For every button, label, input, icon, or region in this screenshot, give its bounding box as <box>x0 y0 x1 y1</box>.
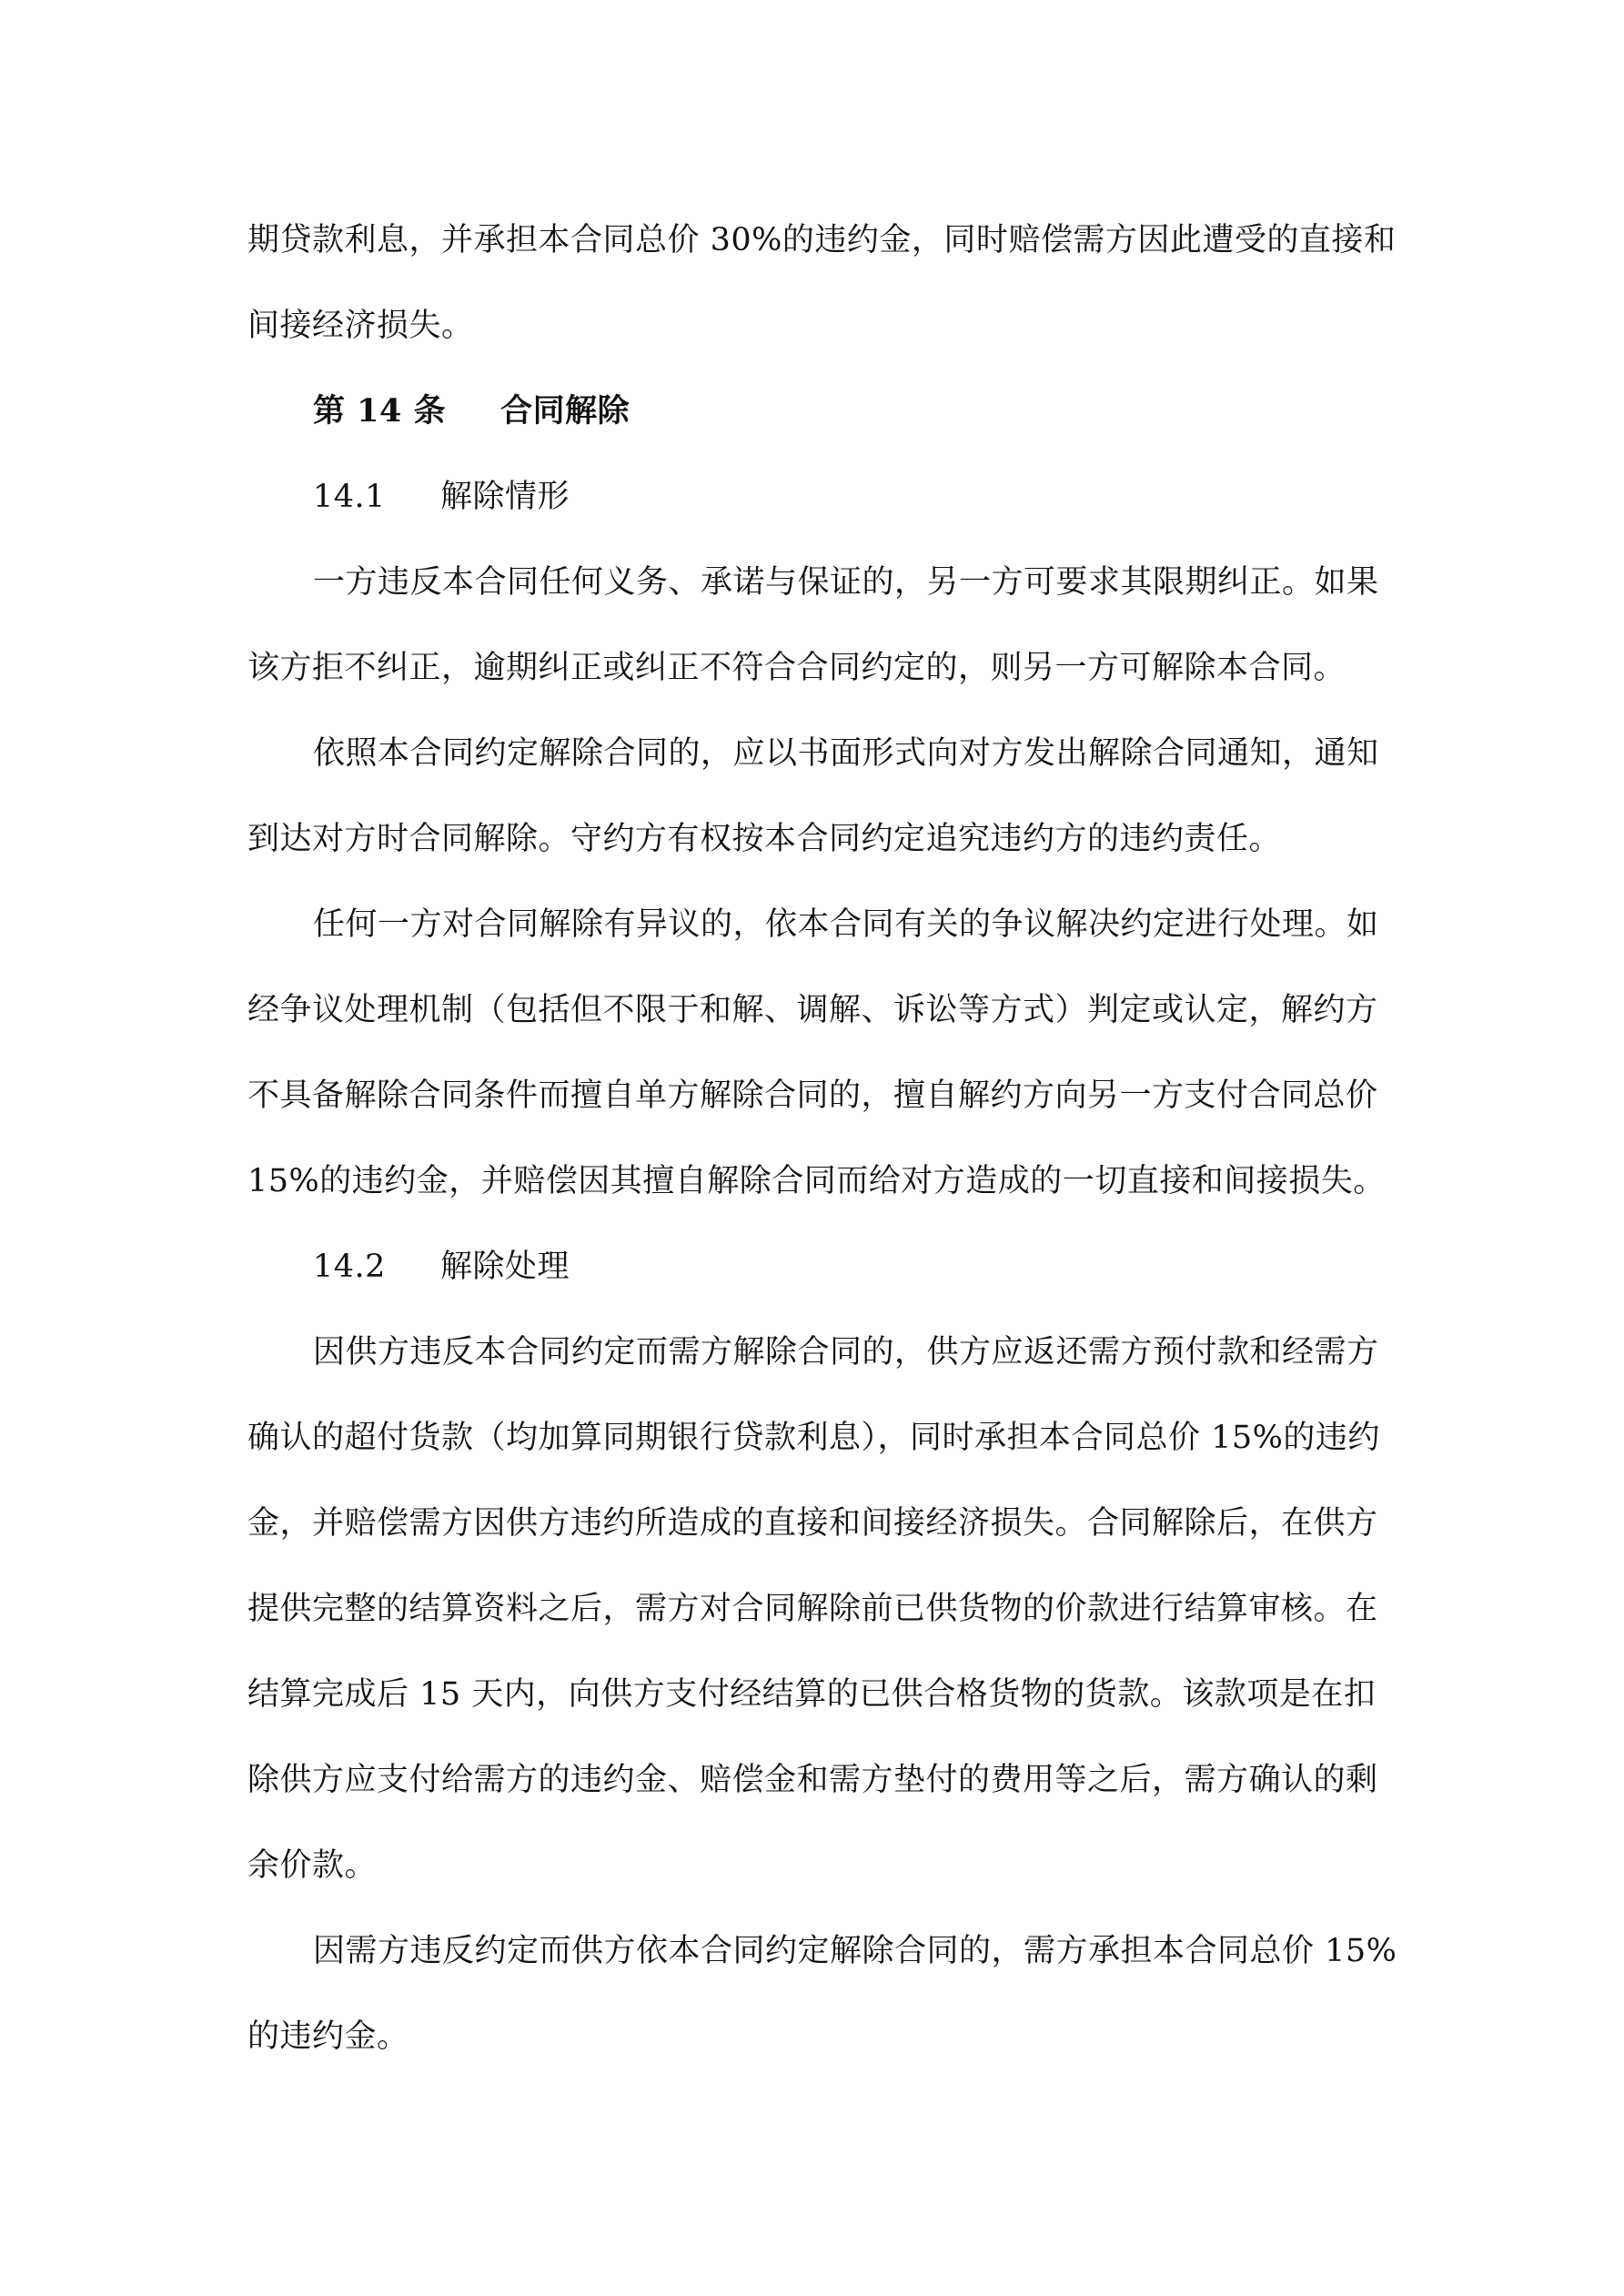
section-number: 14.2 <box>313 1249 386 1285</box>
paragraph-line: 的违约金。 <box>247 2018 409 2055</box>
paragraph-line: 确认的超付货款（均加算同期银行贷款利息），同时承担本合同总价 15%的违约 <box>247 1420 1380 1456</box>
paragraph-line: 因需方违反约定而供方依本合同约定解除合同的，需方承担本合同总价 15% <box>313 1933 1397 1969</box>
paragraph-line: 结算完成后 15 天内，向供方支付经结算的已供合格货物的货款。该款项是在扣 <box>247 1676 1377 1713</box>
document-page <box>247 0 1397 2296</box>
paragraph-line: 一方违反本合同任何义务、承诺与保证的，另一方可要求其限期纠正。如果 <box>313 564 1379 601</box>
paragraph-line: 期贷款利息，并承担本合同总价 30%的违约金，同时赔偿需方因此遭受的直接和 <box>247 222 1397 258</box>
section-number: 14.1 <box>313 479 386 515</box>
paragraph-line: 15%的违约金，并赔偿因其擅自解除合同而给对方造成的一切直接和间接损失。 <box>247 1163 1386 1199</box>
article-heading <box>313 391 630 431</box>
paragraph-line: 到达对方时合同解除。守约方有权按本合同约定追究违约方的违约责任。 <box>247 821 1282 857</box>
paragraph-line: 不具备解除合同条件而擅自单方解除合同的，擅自解约方向另一方支付合同总价 <box>247 1077 1378 1114</box>
paragraph-line: 因供方违反本合同约定而需方解除合同的，供方应返还需方预付款和经需方 <box>313 1334 1379 1371</box>
paragraph-line: 除供方应支付给需方的违约金、赔偿金和需方垫付的费用等之后，需方确认的剩 <box>247 1762 1378 1798</box>
paragraph-line: 间接经济损失。 <box>247 308 474 344</box>
section-title: 解除处理 <box>439 1249 570 1285</box>
paragraph-line: 金，并赔偿需方因供方违约所造成的直接和间接经济损失。合同解除后，在供方 <box>247 1505 1378 1542</box>
paragraph-line: 任何一方对合同解除有异议的，依本合同有关的争议解决约定进行处理。如 <box>313 906 1379 943</box>
article-number: 第 14 条 <box>313 392 447 430</box>
paragraph-line: 依照本合同约定解除合同的，应以书面形式向对方发出解除合同通知，通知 <box>313 735 1379 772</box>
paragraph-line: 该方拒不纠正，逾期纠正或纠正不符合合同约定的，则另一方可解除本合同。 <box>247 650 1347 686</box>
paragraph-line: 经争议处理机制（包括但不限于和解、调解、诉讼等方式）判定或认定，解约方 <box>247 992 1378 1028</box>
section-heading <box>313 1247 570 1287</box>
article-title: 合同解除 <box>500 392 630 430</box>
paragraph-line: 提供完整的结算资料之后，需方对合同解除前已供货物的价款进行结算审核。在 <box>247 1591 1378 1627</box>
paragraph-line: 余价款。 <box>247 1847 378 1884</box>
section-heading <box>313 477 570 517</box>
section-title: 解除情形 <box>439 479 570 515</box>
